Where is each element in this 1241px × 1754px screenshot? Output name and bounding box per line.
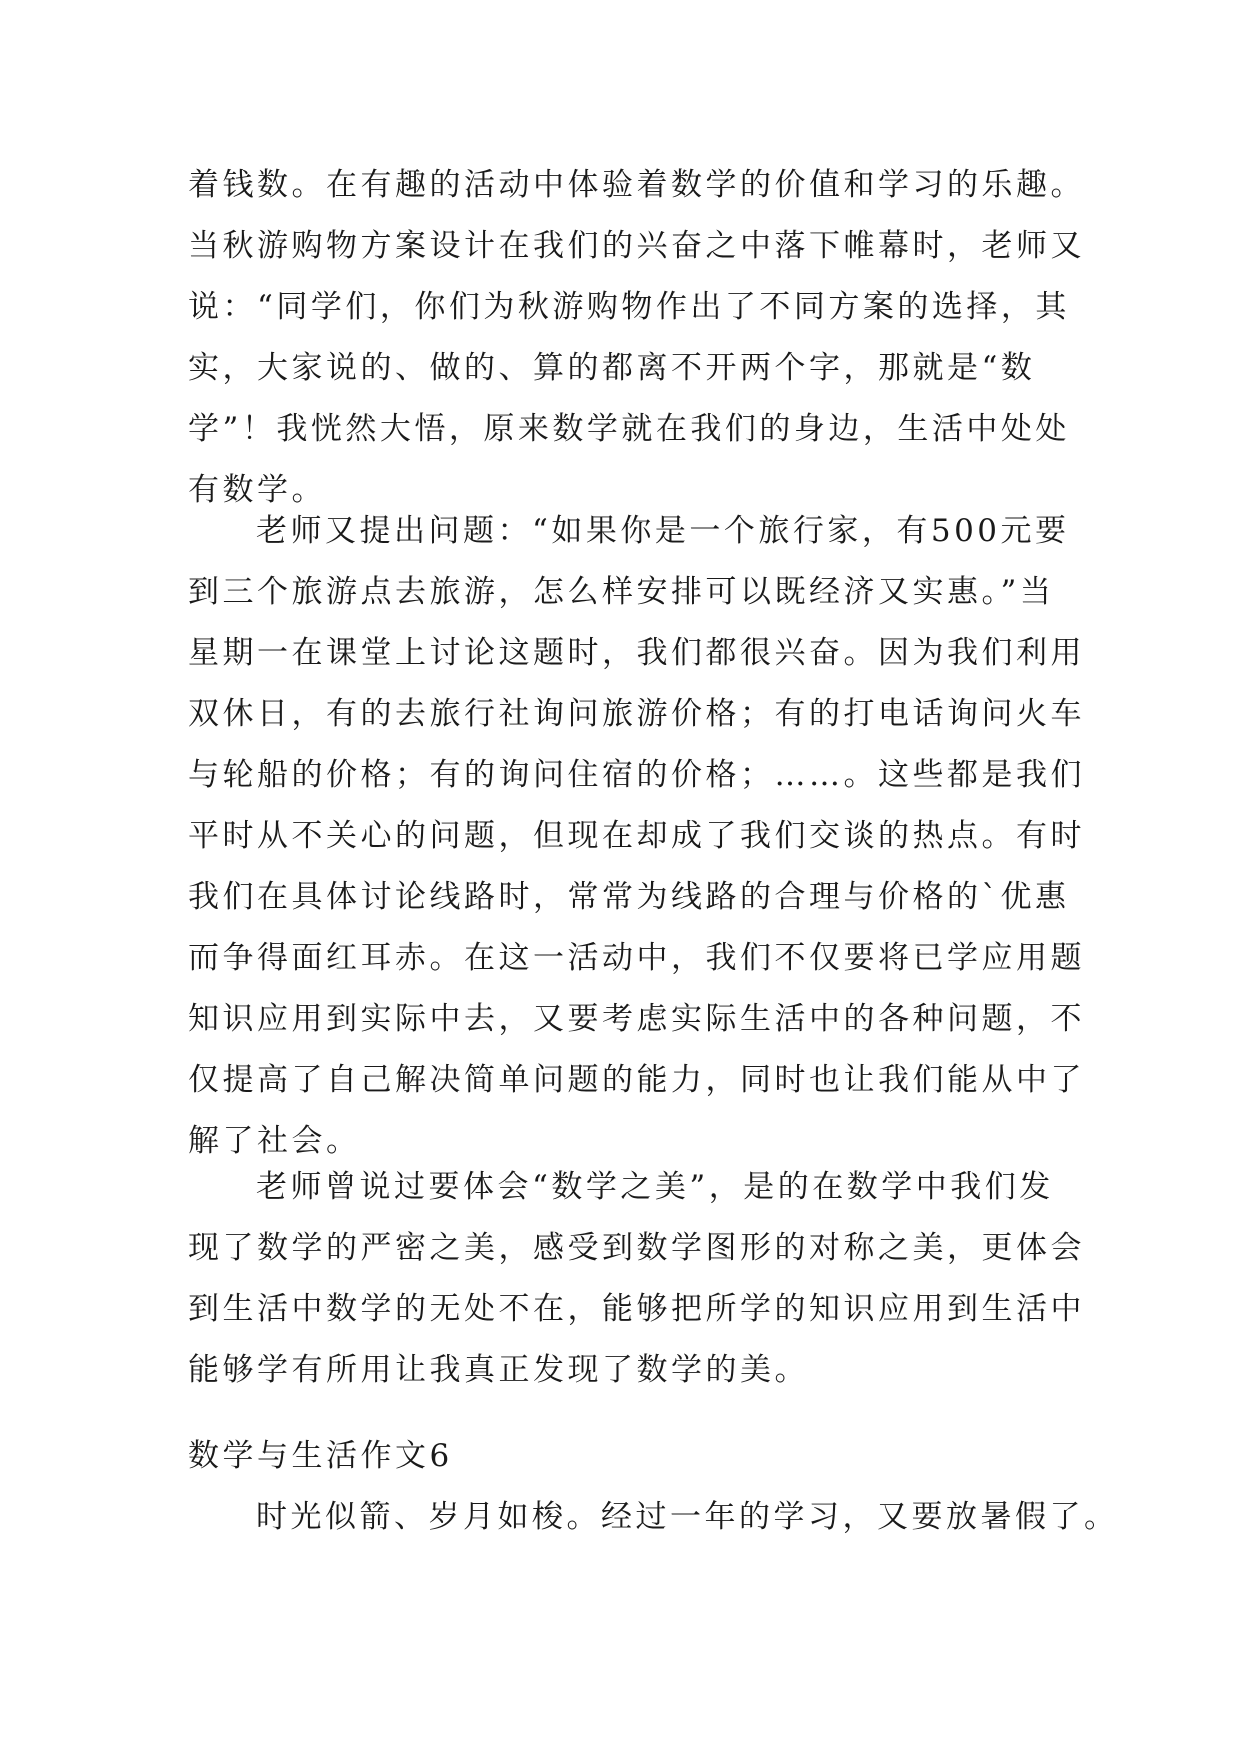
text-line: 而争得面红耳赤。在这一活动中，我们不仅要将已学应用题 — [188, 940, 1085, 976]
text-line: 到生活中数学的无处不在，能够把所学的知识应用到生活中 — [188, 1291, 1085, 1327]
text-line: 仅提高了自己解决简单问题的能力，同时也让我们能从中了 — [188, 1062, 1085, 1098]
text-line: 双休日，有的去旅行社询问旅游价格；有的打电话询问火车 — [188, 696, 1085, 732]
text-line: 到三个旅游点去旅游，怎么样安排可以既经济又实惠。”当 — [188, 574, 1055, 610]
text-line: 当秋游购物方案设计在我们的兴奋之中落下帷幕时，老师又 — [188, 228, 1085, 264]
text-line: 星期一在课堂上讨论这题时，我们都很兴奋。因为我们利用 — [188, 635, 1085, 671]
text-line: 知识应用到实际中去，又要考虑实际生活中的各种问题，不 — [188, 1001, 1085, 1037]
text-line: 解了社会。 — [188, 1123, 361, 1159]
paragraph-2 — [188, 501, 1085, 1172]
section-heading — [188, 1426, 1068, 1487]
paragraph-3 — [188, 1157, 1085, 1401]
text-line: 现了数学的严密之美，感受到数学图形的对称之美，更体会 — [188, 1230, 1085, 1266]
text-line: 学”！我恍然大悟，原来数学就在我们的身边，生活中处处 — [188, 411, 1070, 447]
paragraph-4 — [188, 1487, 1119, 1548]
text-line: 能够学有所用让我真正发现了数学的美。 — [188, 1352, 809, 1388]
text-line: 老师曾说过要体会“数学之美”，是的在数学中我们发 — [256, 1169, 1054, 1205]
section-heading-text: 数学与生活作文6 — [188, 1438, 453, 1474]
text-line: 着钱数。在有趣的活动中体验着数学的价值和学习的乐趣。 — [188, 167, 1085, 203]
text-line: 说：“同学们，你们为秋游购物作出了不同方案的选择，其 — [188, 289, 1070, 325]
text-line: 实，大家说的、做的、算的都离不开两个字，那就是“数 — [188, 350, 1036, 386]
text-line: 有数学。 — [188, 472, 326, 508]
paragraph-1 — [188, 155, 1085, 521]
text-line: 我们在具体讨论线路时，常常为线路的合理与价格的`优惠 — [188, 879, 1070, 915]
text-line: 平时从不关心的问题，但现在却成了我们交谈的热点。有时 — [188, 818, 1085, 854]
text-line: 老师又提出问题：“如果你是一个旅行家，有500元要 — [256, 513, 1070, 549]
text-line: 时光似箭、岁月如梭。经过一年的学习，又要放暑假了。 — [256, 1499, 1119, 1535]
text-line: 与轮船的价格；有的询问住宿的价格；……。这些都是我们 — [188, 757, 1085, 793]
